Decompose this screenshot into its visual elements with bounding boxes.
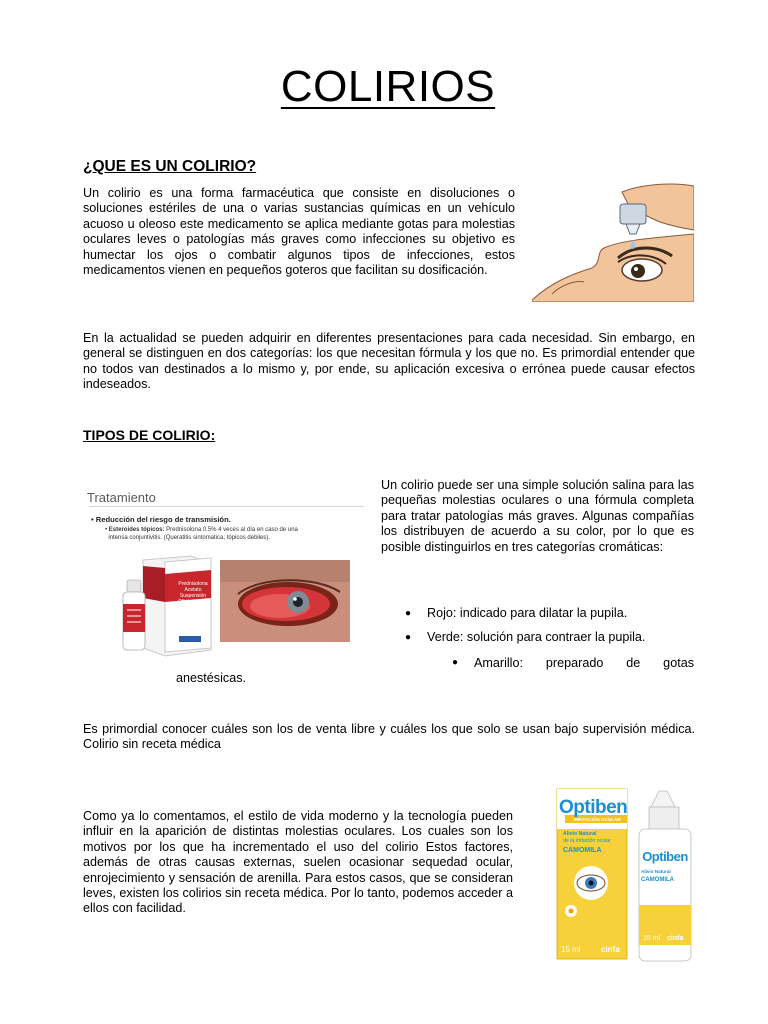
color-categories-list — [405, 606, 695, 654]
slide-bullet-text: Reducción del riesgo de transmisión. — [95, 515, 231, 524]
venta-libre-paragraph: Es primordial conocer cuáles son los de venta libre y cuáles los que solo se usan bajo supervisión médica. Colirio sin receta médica — [83, 722, 695, 752]
treatment-slide — [83, 480, 368, 670]
list-item — [405, 606, 695, 630]
product-volume: 15 ml — [561, 945, 581, 954]
bottle-maker: cinfa — [667, 935, 684, 942]
product-brand: Optiben — [559, 797, 628, 818]
bottle-name: CAMOMILA — [641, 877, 674, 883]
box-label-line: Prednisolona — [178, 581, 208, 587]
slide-bullet: • Reducción del riesgo de transmisión. — [91, 515, 231, 524]
box-label-line: Suspensión — [179, 593, 207, 599]
section-heading-que-es: ¿QUE ES UN COLIRIO? — [83, 158, 257, 175]
bullet-continuation: anestésicas. — [176, 671, 247, 685]
product-maker: cinfa — [601, 945, 620, 954]
box-label — [171, 581, 215, 605]
product-name: CAMOMILA — [563, 847, 602, 854]
slide-sub-bullet: • Esteroides tópicos: Prednisolona 0.5% 4 veces al día en caso de una intensa conjuntivitis. (Queratitis sintomatica; tópicos debiles). — [105, 527, 298, 541]
product-line2: de la irritación ocular — [563, 838, 611, 844]
eye-drop-illustration — [532, 182, 694, 302]
product-band: IRRITACIÓN OCULAR — [573, 817, 621, 822]
bullet-verde: Verde: solución para contraer la pupila. — [427, 630, 646, 644]
slide-sub-text-1: Prednisolona 0.5% 4 veces al día en caso de una — [164, 527, 298, 533]
bottle-volume: 15 ml — [643, 935, 661, 942]
optiben-product-image — [555, 785, 695, 963]
bullet-rojo: Rojo: indicado para dilatar la pupila. — [427, 606, 628, 620]
red-eye-photo — [220, 560, 350, 642]
slide-title: Tratamiento — [87, 490, 156, 505]
box-label-line: Acetato — [184, 587, 202, 593]
bottle-line1: Alivio Natural — [641, 869, 671, 874]
tipos-paragraph: Un colirio puede ser una simple solución salina para las pequeñas molestias oculares o una fórmula completa para tratar patologías más graves. Algunas compañías los distribuyen de acuerdo a su color, por lo que es posible distinguirlos en tres categorías cromáticas: — [381, 478, 694, 554]
box-label-line: Oftálmica 1% — [178, 599, 208, 605]
bottle-brand: Optiben — [642, 849, 688, 864]
bullet-dot: ● — [452, 657, 459, 668]
section-heading-tipos: TIPOS DE COLIRIO: — [83, 427, 216, 443]
lifestyle-paragraph: Como ya lo comentamos, el estilo de vida moderno y la tecnología pueden influir en la aparición de distintas molestias oculares. Los cuales son los motivos por los que ha incrementado el uso del colirio Estos factores, además de otras causas externas, suelen ocasionar sequedad ocular, enrojecimiento y sensación de arenilla. Para estos casos, que se consideran leves, existen los colirios sin receta médica. Por lo tanto, podemos acceder a ellos con facilidad. — [83, 809, 513, 916]
page-title: COLIRIOS — [280, 62, 496, 111]
bullet-amarillo: Amarillo: preparado de gotas — [474, 656, 694, 670]
intro-paragraph: Un colirio es una forma farmacéutica que consiste en disoluciones o soluciones estériles de una o varias sustancias químicas en un vehículo acuoso u oleoso este medicamento se aplica mediante gotas para molestias oculares leves o patologías más graves como infecciones su objetivo es humectar los ojos o combatir algunos tipos de infecciones, estos medicamentos vienen en pequeños goteros que facilitan su dosificación. — [83, 186, 515, 278]
product-line1: Alivio Natural — [563, 831, 597, 837]
prednisolone-product-image — [121, 552, 231, 660]
slide-sub-text-2: intensa conjuntivitis. (Queratitis sintomatica; tópicos debiles). — [108, 535, 271, 541]
slide-sub-label: Esteroides tópicos: — [108, 527, 165, 533]
presentations-paragraph: En la actualidad se pueden adquirir en diferentes presentaciones para cada necesidad. Sin embargo, en general se distinguen en dos categorías: los que necesitan fórmula y los que no. Es primordial entender que no todos van destinados a lo mismo y, por ende, su aplicación excesiva o errónea puede causar efectos indeseados. — [83, 331, 695, 392]
list-item — [405, 630, 695, 654]
slide-divider — [89, 506, 364, 507]
